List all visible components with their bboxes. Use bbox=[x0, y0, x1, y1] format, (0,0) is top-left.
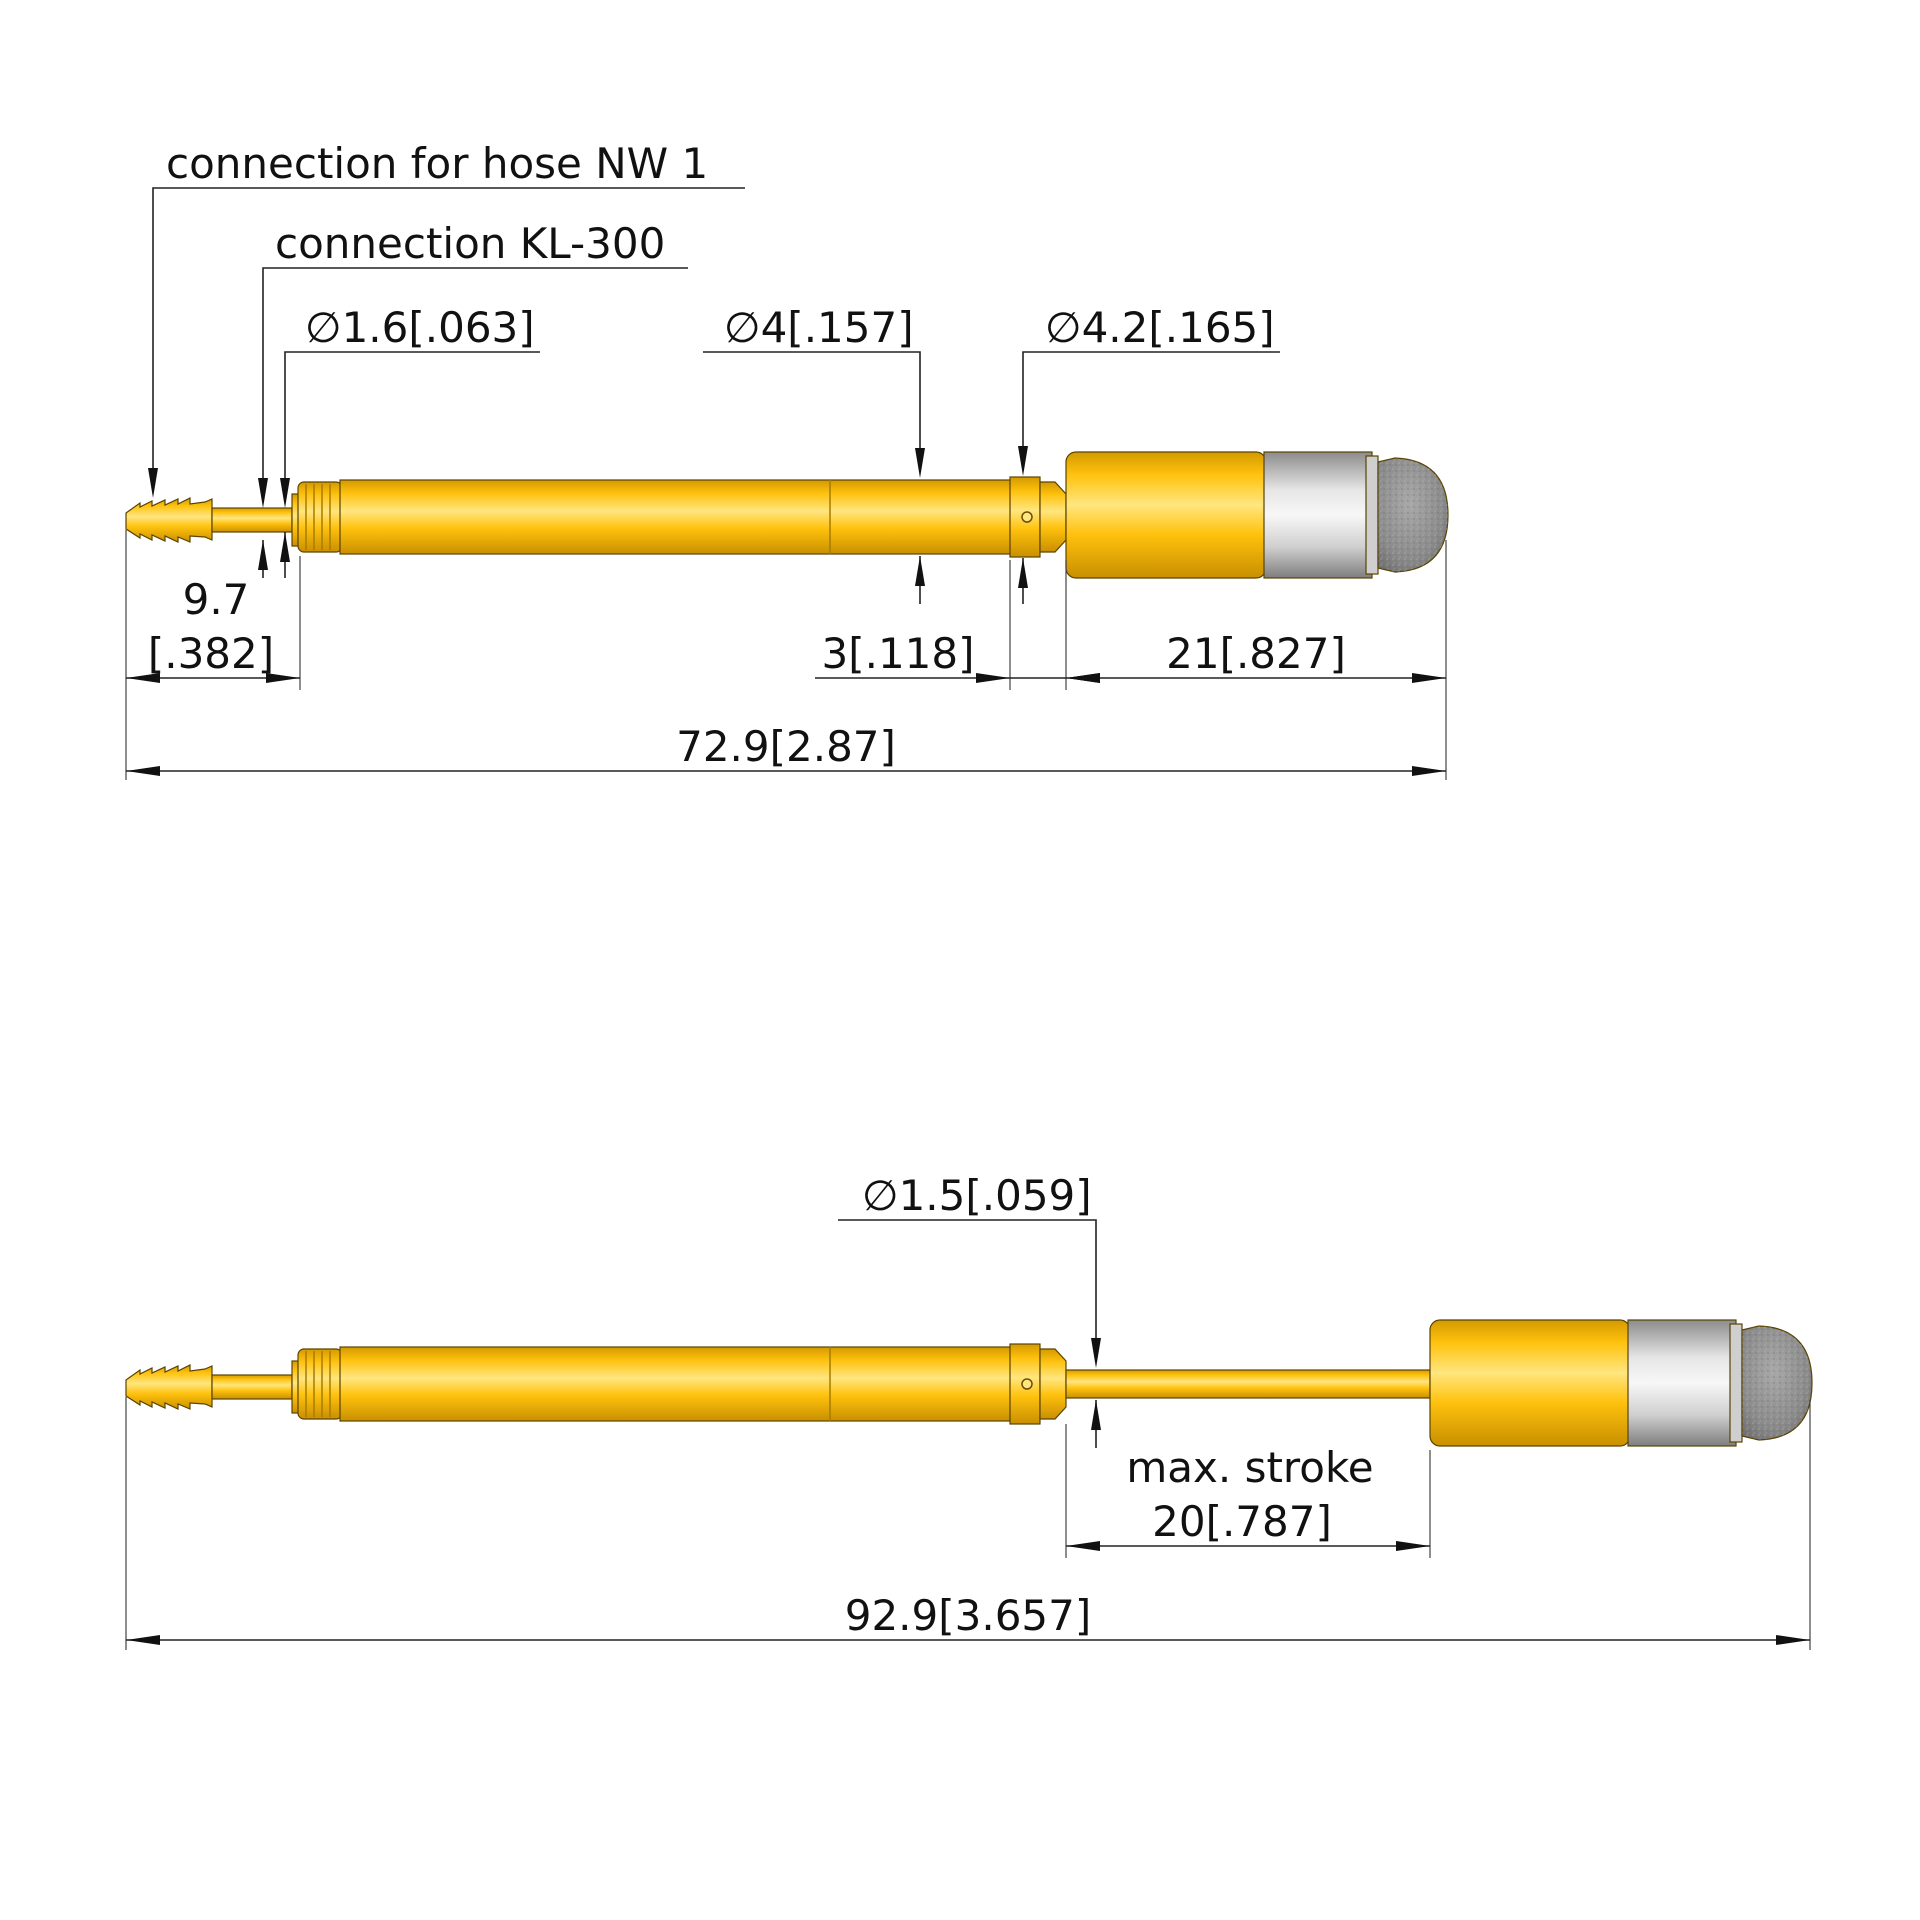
hose-barb-connector bbox=[126, 494, 300, 546]
main-body-tube-extended bbox=[340, 1344, 1066, 1424]
dim-max-stroke bbox=[1066, 1424, 1430, 1558]
dim-head-length-label: 21[.827] bbox=[1166, 629, 1346, 678]
dim-diameter-4: ∅4[.157] bbox=[724, 303, 914, 352]
dim-total-length-retracted bbox=[126, 722, 1446, 776]
screw-hole-icon bbox=[1022, 512, 1032, 522]
plunger-rod bbox=[1066, 1370, 1430, 1398]
label-hose-connection: connection for hose NW 1 bbox=[166, 139, 709, 188]
dim-max-stroke-label: max. stroke bbox=[1126, 1443, 1374, 1492]
dim-connector-length bbox=[126, 530, 300, 780]
dim-collar-length-label: 3[.118] bbox=[821, 629, 975, 678]
dim-diameter-1-5: ∅1.5[.059] bbox=[862, 1171, 1092, 1220]
dim-diameter-1-6: ∅1.6[.063] bbox=[305, 303, 535, 352]
screw-hole-icon bbox=[1022, 1379, 1032, 1389]
extended-view bbox=[126, 1171, 1812, 1650]
dim-total-length-extended-label: 92.9[3.657] bbox=[844, 1591, 1092, 1640]
dim-connector-length-b: [.382] bbox=[147, 629, 275, 678]
dim-diameter-4-2: ∅4.2[.165] bbox=[1045, 303, 1275, 352]
dim-collar-length bbox=[815, 560, 1100, 690]
measuring-head bbox=[1066, 452, 1448, 578]
label-kl-connection: connection KL-300 bbox=[275, 219, 666, 268]
dim-max-stroke-value: 20[.787] bbox=[1152, 1497, 1332, 1546]
main-body-tube bbox=[340, 477, 1066, 557]
measuring-head-extended bbox=[1430, 1320, 1812, 1446]
grooved-collar-extended bbox=[298, 1349, 342, 1419]
dim-total-length-retracted-label: 72.9[2.87] bbox=[676, 722, 896, 771]
leader-diameter-4 bbox=[703, 303, 925, 604]
grooved-collar bbox=[298, 482, 342, 552]
dim-connector-length-a: 9.7 bbox=[182, 575, 250, 624]
retracted-view bbox=[126, 139, 1448, 780]
hose-barb-connector-extended bbox=[126, 1361, 300, 1413]
